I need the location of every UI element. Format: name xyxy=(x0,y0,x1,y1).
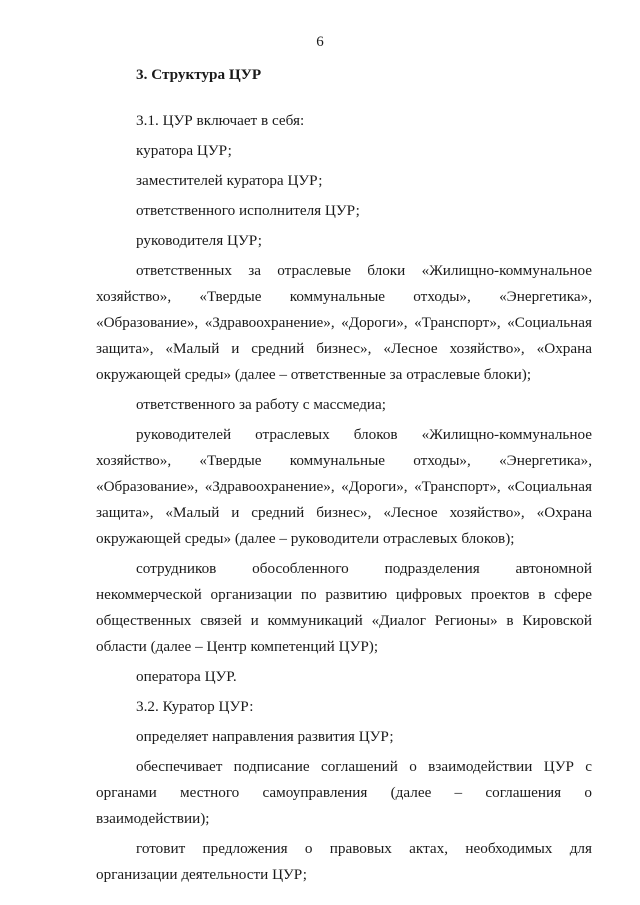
list-item-agreements: обеспечивает подписание соглашений о взаимодействии ЦУР с органами местного самоуправления (далее – соглашения о взаимодействии); xyxy=(96,758,592,827)
paragraph-3-1: 3.1. ЦУР включает в себя: xyxy=(136,112,305,129)
list-item-legal-acts: готовит предложения о правовых актах, необходимых для организации деятельности ЦУР; xyxy=(96,840,592,883)
list-item-responsible-blocks: ответственных за отраслевые блоки «Жилищно-коммунальное хозяйство», «Твердые коммунальные отходы», «Энергетика», «Образование», «Здравоохранение», «Дороги», «Транспорт», «Социальная защита», «Малый и средний бизнес», «Лесное хозяйство», «Охрана окружающей среды» (далее – ответственные за отраслевые блоки); xyxy=(96,262,592,383)
list-item-massmedia: ответственного за работу с массмедиа; xyxy=(136,396,387,413)
list-item-curator: куратора ЦУР; xyxy=(136,142,232,159)
list-item-competence-center: сотрудников обособленного подразделения автономной некоммерческой организации по развитию цифровых проектов в сфере общественных связей и коммуникаций «Диалог Регионы» в Кировской области (далее – Центр компетенций ЦУР); xyxy=(96,560,592,655)
list-item-head: руководителя ЦУР; xyxy=(136,232,262,249)
list-item-block-heads: руководителей отраслевых блоков «Жилищно-коммунальное хозяйство», «Твердые коммунальные отходы», «Энергетика», «Образование», «Здравоохранение», «Дороги», «Транспорт», «Социальная защита», «Малый и средний бизнес», «Лесное хозяйство», «Охрана окружающей среды» (далее – руководители отраслевых блоков); xyxy=(96,426,592,547)
section-heading: 3. Структура ЦУР xyxy=(136,66,262,83)
list-item-executor: ответственного исполнителя ЦУР; xyxy=(136,202,360,219)
page-number: 6 xyxy=(316,34,324,50)
document-body xyxy=(96,62,592,892)
paragraph-3-2: 3.2. Куратор ЦУР: xyxy=(136,698,254,715)
list-item-deputies: заместителей куратора ЦУР; xyxy=(136,172,323,189)
list-item-operator: оператора ЦУР. xyxy=(136,668,237,685)
list-item-directions: определяет направления развития ЦУР; xyxy=(136,728,394,745)
